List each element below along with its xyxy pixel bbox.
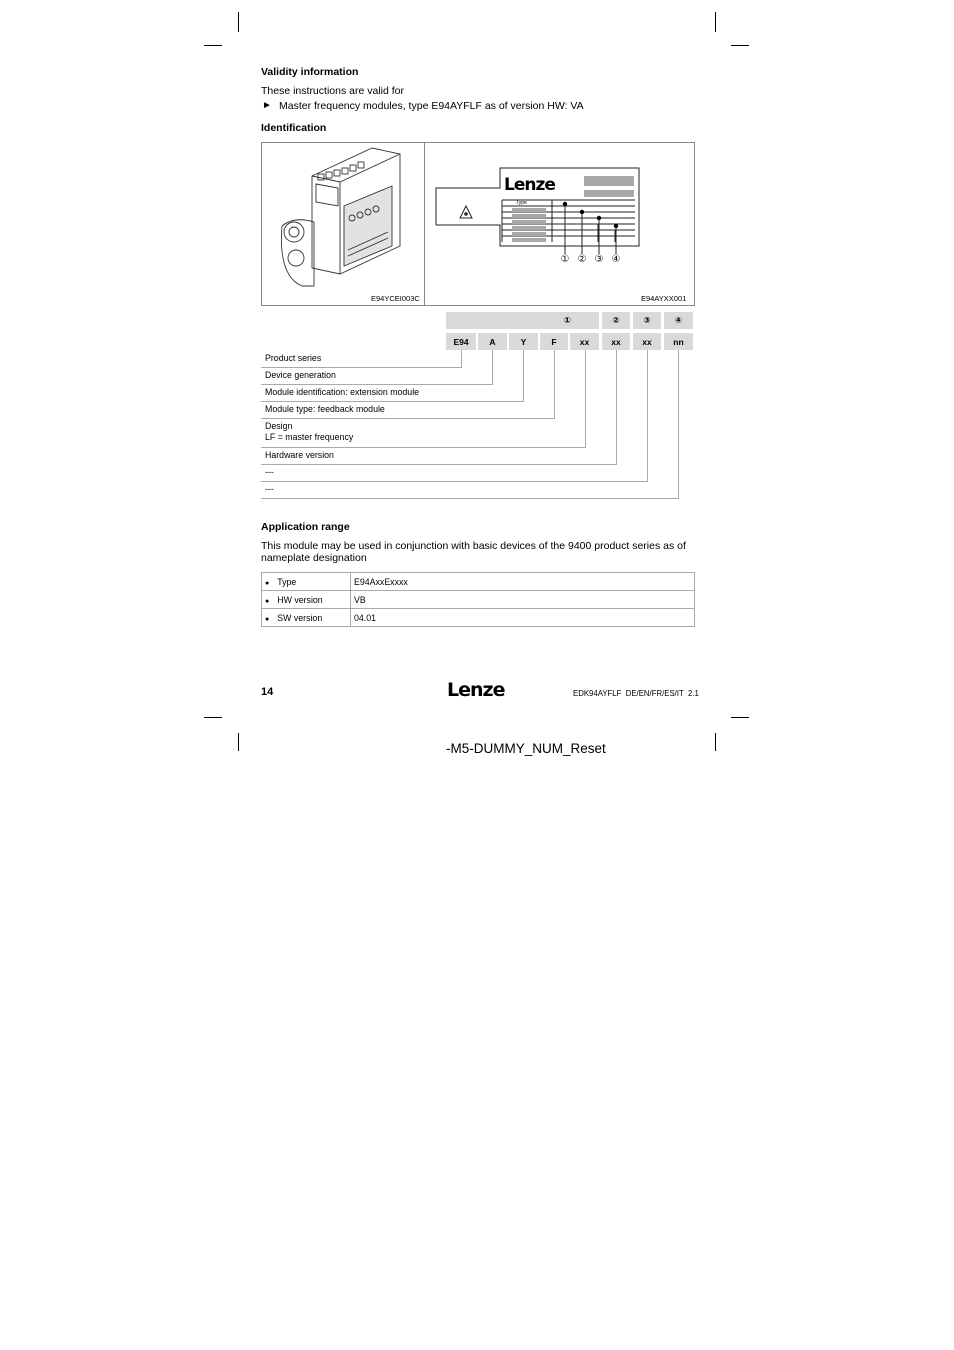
leader-line [616, 350, 617, 465]
identification-heading: Identification [261, 122, 327, 134]
validity-heading: Validity information [261, 66, 359, 78]
code-segment: Y [509, 333, 538, 350]
leader-line [261, 401, 524, 402]
code-segment: F [540, 333, 568, 350]
code-group-label: ② [612, 315, 620, 325]
code-desc-module-type: Module type: feedback module [265, 404, 385, 414]
table-row [262, 609, 695, 627]
leader-line [261, 367, 462, 368]
code-desc-device-generation: Device generation [265, 370, 336, 380]
figure-caption-right: E94AYXX001 [641, 294, 687, 303]
crop-mark [238, 12, 239, 32]
page-number: 14 [261, 686, 274, 698]
leader-line [492, 350, 493, 385]
bullet-arrow: ► [262, 100, 272, 111]
leader-line [461, 350, 462, 368]
validity-bullet: Master frequency modules, type E94AYFLF as of version HW: VA [279, 100, 584, 112]
module-illustration [272, 146, 412, 292]
leader-line [261, 498, 679, 499]
code-desc-design-detail: LF = master frequency [265, 432, 354, 442]
code-desc-design: Design [265, 421, 293, 431]
nameplate-callout-3: ③ [594, 254, 604, 265]
code-segment: xx [602, 333, 630, 350]
nameplate-callout-2: ② [577, 254, 587, 265]
validity-intro: These instructions are valid for [261, 85, 404, 97]
nameplate-type-label: Type [516, 200, 527, 206]
leader-line [554, 350, 555, 419]
table-row [262, 573, 695, 591]
crop-mark [731, 717, 749, 718]
leader-line [261, 481, 648, 482]
leader-line [523, 350, 524, 402]
table-cell [262, 573, 351, 591]
leader-line [261, 384, 493, 385]
bullet-dot: ● [265, 615, 270, 623]
code-segment: xx [570, 333, 599, 350]
leader-line [647, 350, 648, 482]
reset-label: -M5-DUMMY_NUM_Reset [446, 741, 606, 756]
nameplate-callout-1: ① [560, 254, 570, 265]
bullet-dot: ● [265, 579, 270, 587]
code-group-label: ① [563, 315, 571, 325]
crop-mark [204, 717, 222, 718]
leader-line [678, 350, 679, 499]
bullet-dot: ● [265, 597, 270, 605]
code-desc-reserved-2: --- [265, 484, 274, 494]
code-desc-reserved-1: --- [265, 467, 274, 477]
table-cell [262, 609, 351, 627]
crop-mark [204, 45, 222, 46]
nameplate-callout-4: ④ [611, 254, 621, 265]
code-desc-product-series: Product series [265, 353, 322, 363]
code-segment: E94 [446, 333, 476, 350]
figure-caption-left: E94YCEI003C [371, 294, 420, 303]
application-heading: Application range [261, 521, 350, 533]
document-id: EDK94AYFLF DE/EN/FR/ES/IT 2.1 [573, 689, 699, 698]
row-label: Type [277, 576, 297, 587]
leader-line [261, 464, 617, 465]
code-segment: xx [633, 333, 661, 350]
row-value: VB [351, 591, 695, 609]
code-group-header-3 [633, 312, 661, 329]
table-cell [262, 591, 351, 609]
code-segment: A [478, 333, 507, 350]
crop-mark [238, 733, 239, 751]
code-desc-module-identification: Module identification: extension module [265, 387, 420, 397]
crop-mark [715, 12, 716, 32]
leader-line [585, 350, 586, 448]
code-desc-hardware-version: Hardware version [265, 450, 334, 460]
row-value: E94AxxExxxx [351, 573, 695, 591]
code-group-header-1 [446, 312, 599, 329]
nameplate-logo: Lenze [504, 175, 555, 195]
code-group-header-4 [664, 312, 693, 329]
leader-line [261, 418, 555, 419]
code-segment: nn [664, 333, 693, 350]
table-row [262, 591, 695, 609]
code-group-label: ③ [643, 315, 651, 325]
code-group-header-2 [602, 312, 630, 329]
row-label: SW version [277, 612, 323, 623]
crop-mark [731, 45, 749, 46]
crop-mark [715, 733, 716, 751]
footer-logo: Lenze [447, 679, 505, 701]
code-group-label: ④ [674, 315, 683, 325]
row-label: HW version [277, 594, 323, 605]
leader-line [261, 447, 586, 448]
row-value: 04.01 [351, 609, 695, 627]
application-text: This module may be used in conjunction with basic devices of the 9400 product series as of nameplate designation [261, 540, 686, 564]
application-table [261, 572, 695, 627]
